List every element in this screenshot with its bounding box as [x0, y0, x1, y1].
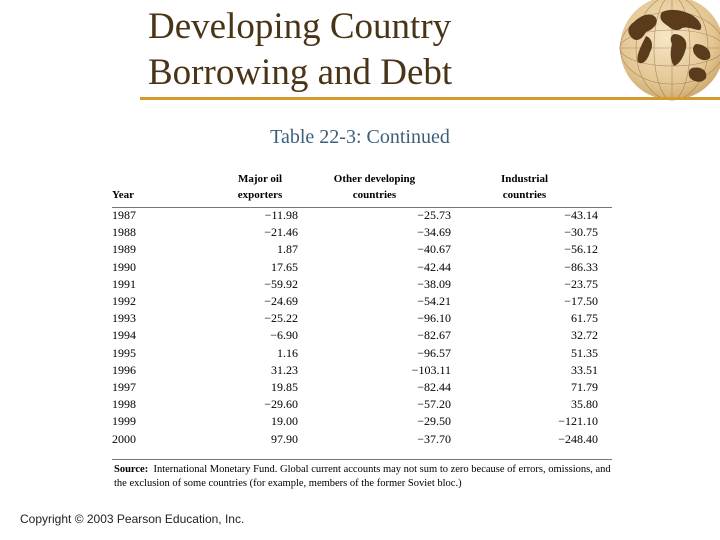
cell-oil-exporters: −11.98 — [264, 208, 298, 222]
cell-oil-exporters: −25.22 — [264, 311, 298, 326]
cell-oil-exporters: 97.90 — [271, 431, 298, 446]
cell-year: 1988 — [112, 225, 136, 240]
cell-other-developing: −96.57 — [417, 345, 451, 360]
table-row — [112, 293, 598, 310]
slide-title-line-2: Borrowing and Debt — [148, 52, 453, 93]
header-industrial — [451, 171, 598, 207]
table-row — [112, 413, 598, 430]
table-row — [112, 259, 598, 276]
cell-industrial: −86.33 — [564, 259, 598, 274]
cell-other-developing: −82.67 — [417, 328, 451, 343]
cell-other-developing: −25.73 — [417, 208, 451, 222]
cell-oil-exporters: −21.46 — [264, 225, 298, 240]
cell-oil-exporters: −6.90 — [270, 328, 298, 343]
cell-year: 2000 — [112, 431, 136, 446]
cell-other-developing: −42.44 — [417, 259, 451, 274]
cell-year: 1997 — [112, 380, 136, 395]
cell-oil-exporters: 1.87 — [277, 242, 298, 257]
cell-oil-exporters: 19.00 — [271, 414, 298, 429]
cell-industrial: −23.75 — [564, 276, 598, 291]
table-header-row — [112, 171, 598, 207]
table-row — [112, 224, 598, 241]
cell-industrial: 33.51 — [571, 362, 598, 377]
header-oil-exporters — [222, 171, 298, 207]
table-row — [112, 362, 598, 379]
cell-year: 1989 — [112, 242, 136, 257]
source-text: International Monetary Fund. Global current accounts may not sum to zero because of errors, omissions, and the exclusion of some countries (for example, members of the former Soviet bloc.) — [114, 464, 611, 489]
table-row — [112, 327, 598, 344]
cell-other-developing: −37.70 — [417, 431, 451, 446]
header-divider — [112, 207, 612, 208]
cell-industrial: 61.75 — [571, 311, 598, 326]
cell-other-developing: −82.44 — [417, 380, 451, 395]
header-ind-line-2: countries — [502, 189, 547, 201]
cell-other-developing: −96.10 — [417, 311, 451, 326]
cell-year: 1990 — [112, 259, 136, 274]
cell-industrial: −17.50 — [564, 294, 598, 309]
header-year — [112, 171, 222, 207]
cell-industrial: −30.75 — [564, 225, 598, 240]
table-row — [112, 431, 598, 448]
table-row — [112, 276, 598, 293]
cell-industrial: −121.10 — [558, 414, 598, 429]
cell-year: 1999 — [112, 414, 136, 429]
source-label: Source: — [114, 464, 149, 475]
slide-title — [148, 4, 452, 96]
table-row — [112, 241, 598, 258]
header-other-line-2: countries — [352, 189, 397, 201]
copyright-notice: Copyright © 2003 Pearson Education, Inc. — [20, 512, 245, 526]
cell-other-developing: −54.21 — [417, 294, 451, 309]
cell-year: 1995 — [112, 345, 136, 360]
header-oil-line-1: Major oil — [237, 173, 283, 185]
cell-year: 1993 — [112, 311, 136, 326]
table-caption-text: : Continued — [355, 126, 450, 148]
cell-other-developing: −34.69 — [417, 225, 451, 240]
cell-other-developing: −57.20 — [417, 397, 451, 412]
cell-oil-exporters: 31.23 — [271, 362, 298, 377]
cell-industrial: 71.79 — [571, 380, 598, 395]
cell-industrial: −248.40 — [558, 431, 598, 446]
current-account-table — [112, 171, 598, 448]
table-caption — [0, 126, 720, 149]
cell-year: 1992 — [112, 294, 136, 309]
cell-oil-exporters: −29.60 — [264, 397, 298, 412]
title-underline — [140, 97, 720, 100]
header-year-label: Year — [112, 189, 134, 201]
cell-other-developing: −29.50 — [417, 414, 451, 429]
source-note — [114, 463, 614, 491]
footer-divider — [112, 459, 612, 460]
cell-oil-exporters: −24.69 — [264, 294, 298, 309]
header-other-line-1: Other developing — [333, 173, 416, 185]
cell-year: 1991 — [112, 276, 136, 291]
header-other-developing — [298, 171, 451, 207]
table-row — [112, 310, 598, 327]
cell-year: 1994 — [112, 328, 136, 343]
table-row — [112, 379, 598, 396]
cell-other-developing: −40.67 — [417, 242, 451, 257]
cell-industrial: 51.35 — [571, 345, 598, 360]
cell-oil-exporters: −59.92 — [264, 276, 298, 291]
cell-year: 1996 — [112, 362, 136, 377]
cell-other-developing: −38.09 — [417, 276, 451, 291]
header-oil-line-2: exporters — [237, 189, 283, 201]
table-row — [112, 345, 598, 362]
cell-industrial: 35.80 — [571, 397, 598, 412]
cell-year: 1998 — [112, 397, 136, 412]
cell-oil-exporters: 1.16 — [277, 345, 298, 360]
table-row — [112, 207, 598, 224]
cell-year: 1987 — [112, 208, 136, 222]
table-caption-number: Table 22-3 — [270, 126, 356, 148]
table-row — [112, 396, 598, 413]
cell-oil-exporters: 19.85 — [271, 380, 298, 395]
header-ind-line-1: Industrial — [500, 173, 549, 185]
cell-industrial: 32.72 — [571, 328, 598, 343]
cell-other-developing: −103.11 — [411, 362, 451, 377]
table-body — [112, 207, 598, 448]
cell-industrial: −43.14 — [564, 208, 598, 222]
cell-industrial: −56.12 — [564, 242, 598, 257]
globe-icon — [612, 0, 720, 102]
slide-title-line-1: Developing Country — [148, 6, 452, 47]
cell-oil-exporters: 17.65 — [271, 259, 298, 274]
